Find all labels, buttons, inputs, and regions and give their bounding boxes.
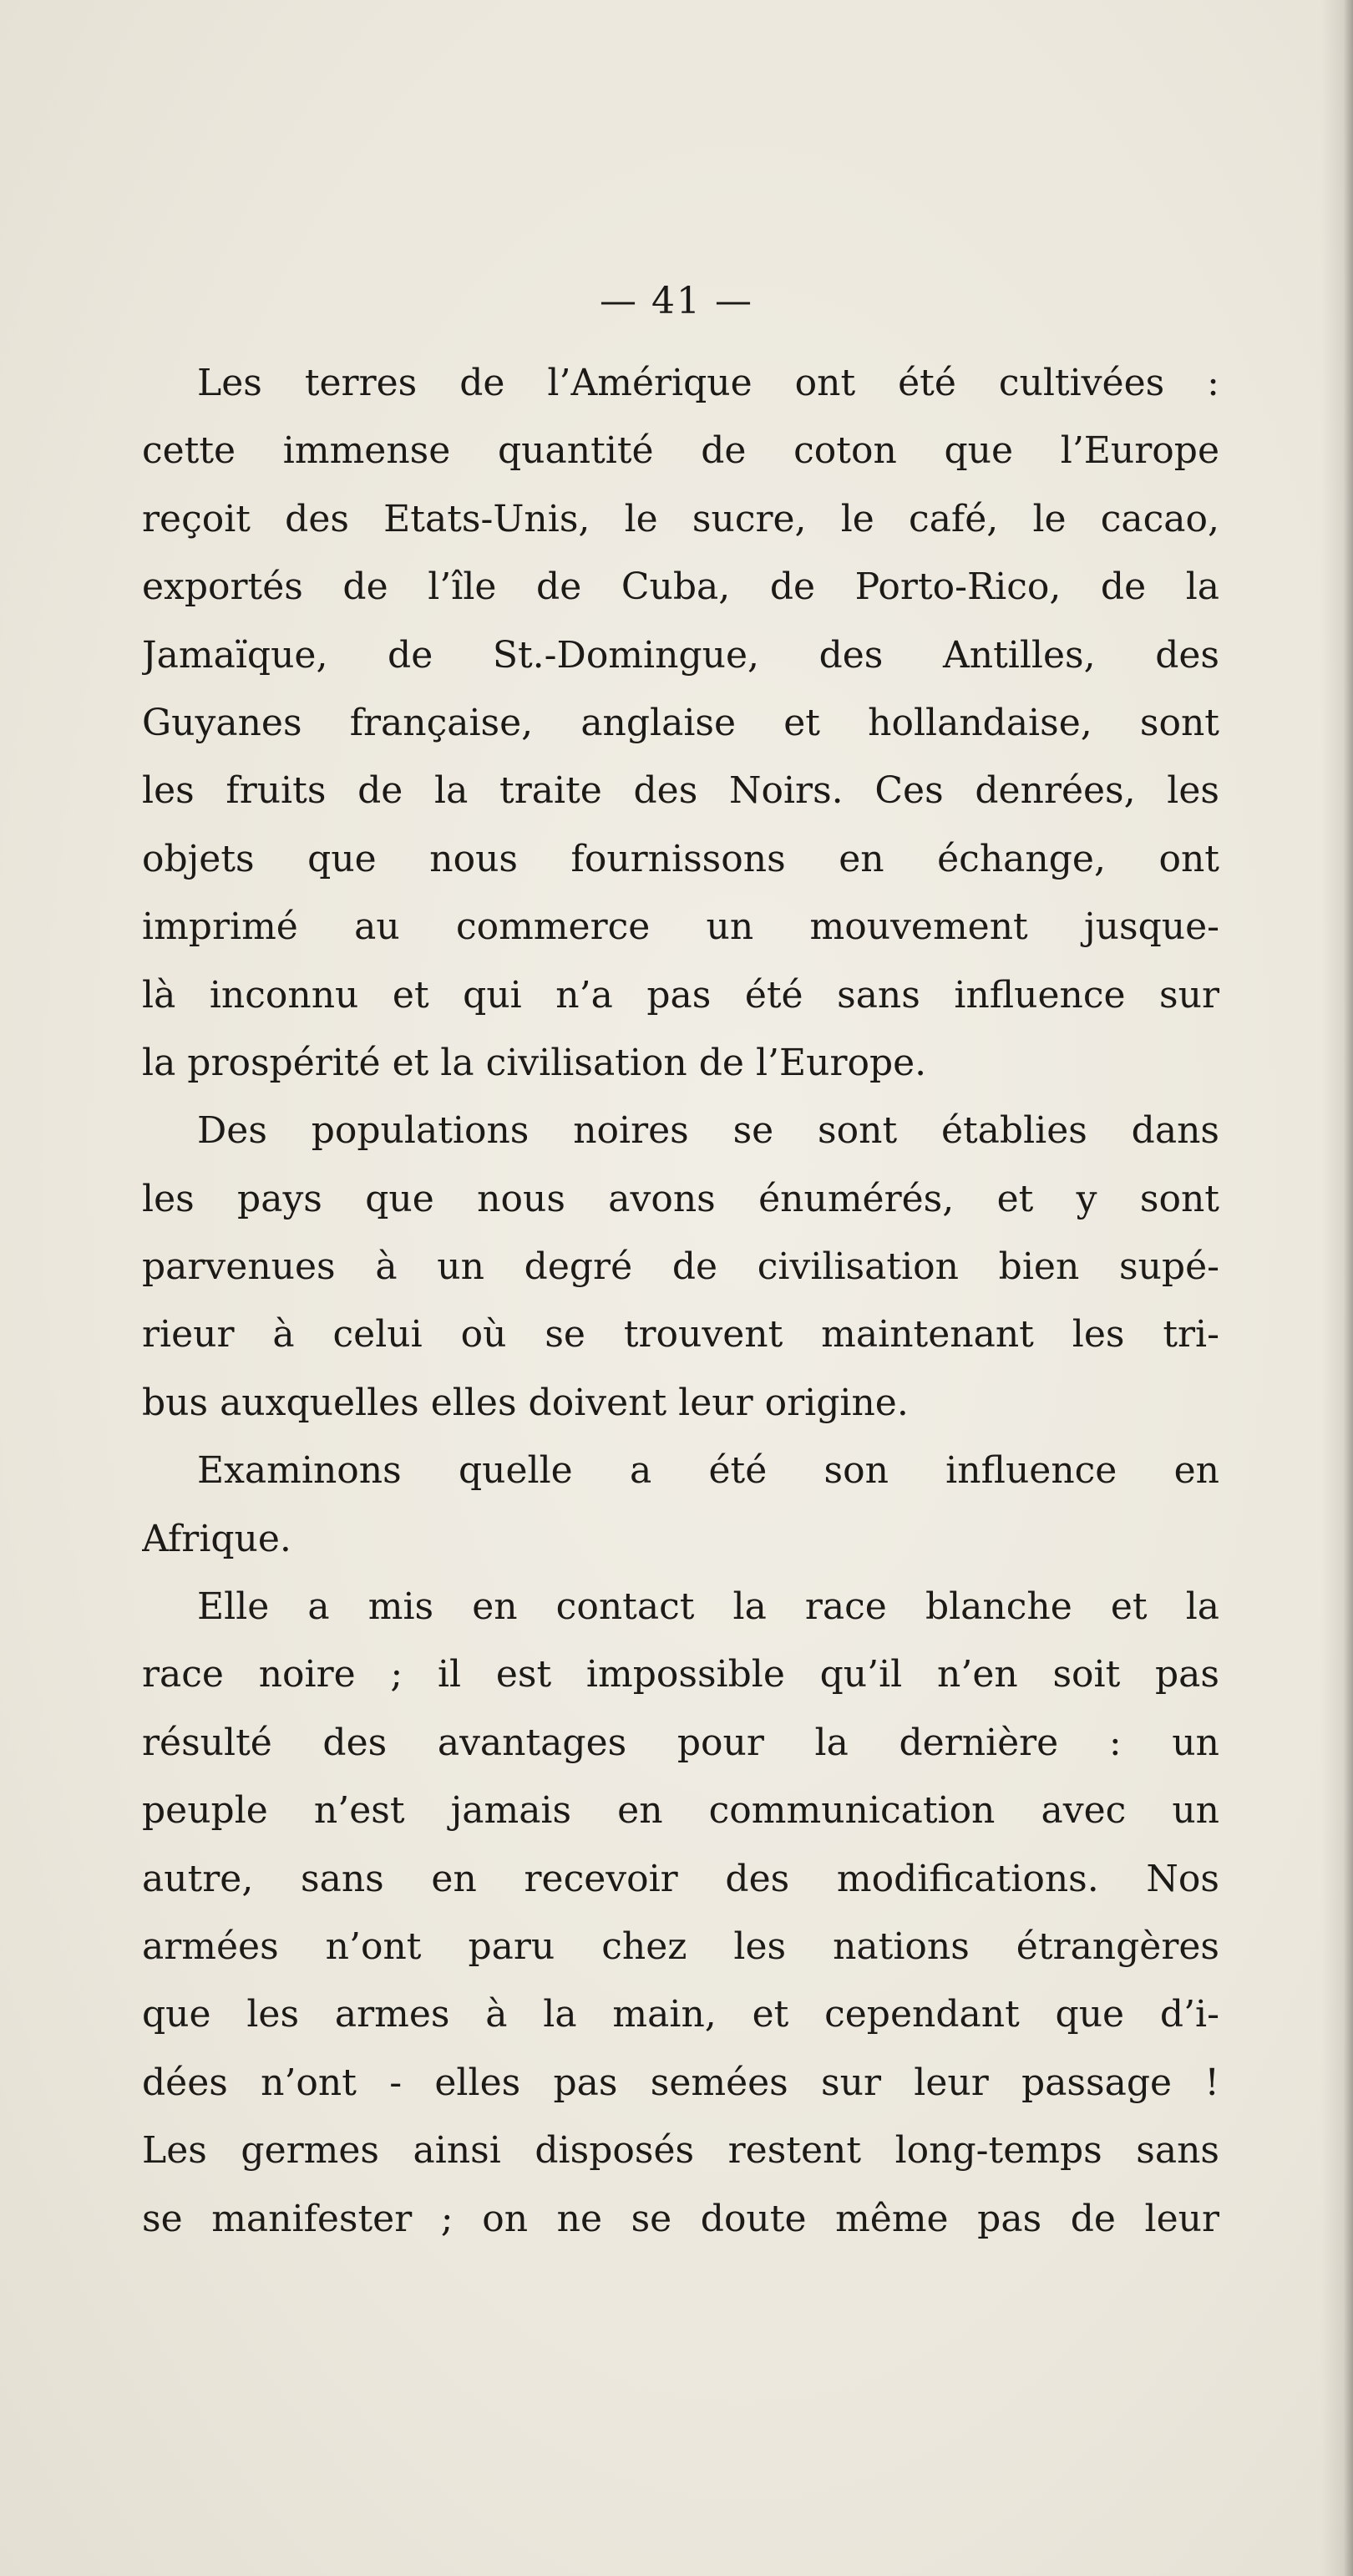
- text-line: rieur à celui où se trouvent maintenant les tri-: [142, 1313, 1219, 1356]
- text-line: imprimé au commerce un mouvement jusque-: [142, 905, 1219, 949]
- text-line: Afrique.: [142, 1517, 291, 1560]
- text-line: les pays que nous avons énumérés, et y sont: [142, 1177, 1219, 1220]
- text-line: Les germes ainsi disposés restent long-temps sans: [142, 2129, 1219, 2173]
- text-line: les fruits de la traite des Noirs. Ces denrées, les: [142, 769, 1219, 813]
- text-line: la prospérité et la civilisation de l’Europe.: [142, 1041, 927, 1084]
- text-line: armées n’ont paru chez les nations étrangères: [142, 1924, 1219, 1968]
- text-line: cette immense quantité de coton que l’Europe: [142, 429, 1219, 473]
- page-edge-shadow: [1321, 0, 1353, 2576]
- text-line: reçoit des Etats-Unis, le sucre, le café, le cacao,: [142, 497, 1219, 540]
- text-line: dées n’ont - elles pas semées sur leur passage !: [142, 2061, 1219, 2104]
- text-line: peuple n’est jamais en communication avec un: [142, 1789, 1219, 1833]
- text-line: Des populations noires se sont établies dans: [197, 1109, 1219, 1153]
- text-line: autre, sans en recevoir des modifications. Nos: [142, 1857, 1219, 1900]
- text-line: résulté des avantages pour la dernière : un: [142, 1721, 1219, 1764]
- text-line: parvenues à un degré de civilisation bien supé-: [142, 1245, 1219, 1289]
- text-line: Les terres de l’Amérique ont été cultivées :: [197, 362, 1219, 404]
- text-line: bus auxquelles elles doivent leur origine.: [142, 1381, 909, 1424]
- text-line: que les armes à la main, et cependant que d’i-: [142, 1993, 1219, 2036]
- body-text: [142, 349, 1219, 2253]
- text-line: se manifester ; on ne se doute même pas de leur: [142, 2197, 1219, 2240]
- text-line: race noire ; il est impossible qu’il n’en soit pas: [142, 1653, 1219, 1696]
- text-line: Elle a mis en contact la race blanche et la: [197, 1585, 1219, 1629]
- text-line: Guyanes française, anglaise et hollandaise, sont: [142, 701, 1219, 744]
- text-line: objets que nous fournissons en échange, ont: [142, 837, 1219, 880]
- text-line: exportés de l’île de Cuba, de Porto-Rico, de la: [142, 565, 1219, 609]
- text-line: Jamaïque, de St.-Domingue, des Antilles, des: [142, 633, 1219, 677]
- text-line: Examinons quelle a été son influence en: [197, 1449, 1219, 1493]
- text-line: là inconnu et qui n’a pas été sans influence sur: [142, 973, 1219, 1017]
- page-number: — 41 —: [600, 280, 753, 322]
